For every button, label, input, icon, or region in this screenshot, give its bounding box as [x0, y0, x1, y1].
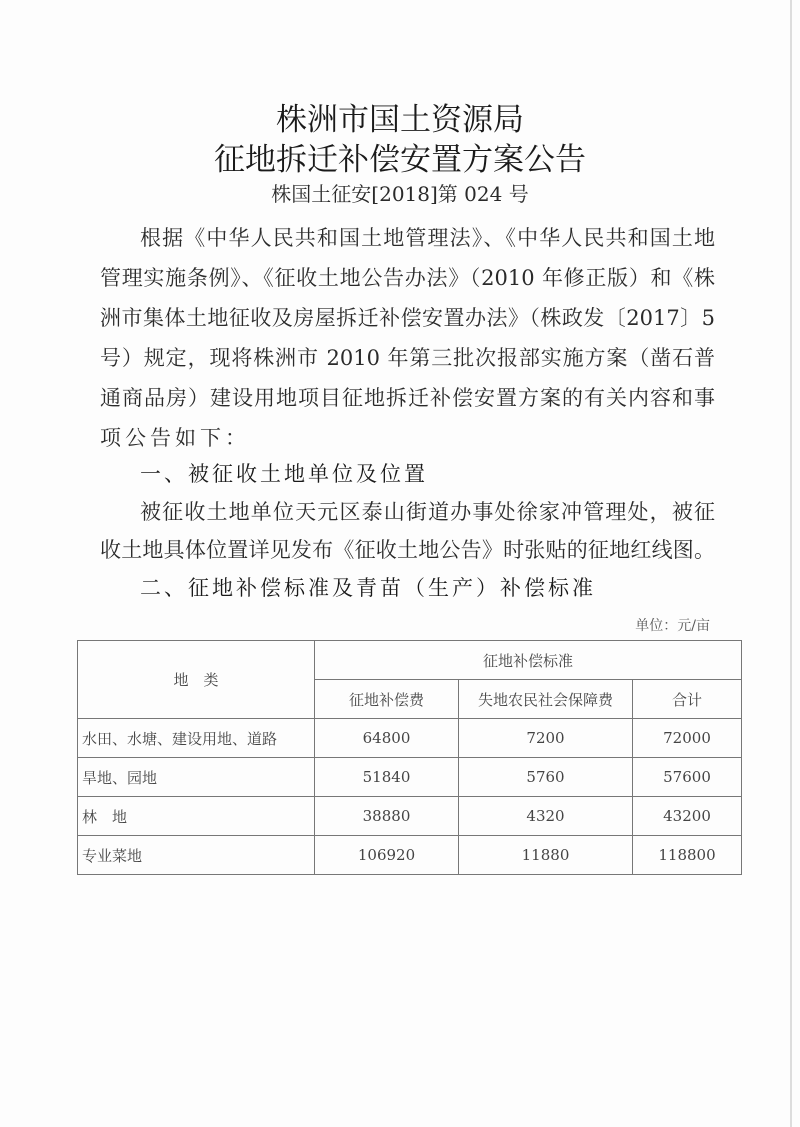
cell: 水田、水塘、建设用地、道路: [78, 719, 315, 758]
cell: 5760: [459, 758, 633, 797]
table-row: [78, 797, 742, 836]
cell: 72000: [633, 719, 742, 758]
cell: 专业菜地: [78, 836, 315, 875]
para2-line: 收土地具体位置详见发布《征收土地公告》时张贴的征地红线图。: [100, 538, 715, 562]
cell: 51840: [315, 758, 459, 797]
compensation-table: [77, 640, 742, 875]
cell: 11880: [459, 836, 633, 875]
header-land-type: 地 类: [78, 641, 315, 719]
para1-line: 管理实施条例》、《征收土地公告办法》（2010 年修正版）和《株: [100, 266, 715, 290]
table-row: [78, 758, 742, 797]
cell: 43200: [633, 797, 742, 836]
header-col: 征地补偿费: [315, 680, 459, 719]
cell: 7200: [459, 719, 633, 758]
table-row: [78, 719, 742, 758]
cell: 旱地、园地: [78, 758, 315, 797]
title-line-1: 株洲市国土资源局: [276, 102, 524, 138]
unit-label: 单位：元/亩: [635, 618, 710, 634]
header-col: 合计: [633, 680, 742, 719]
para1-line: 项公告如下：: [100, 426, 250, 450]
cell: 4320: [459, 797, 633, 836]
cell: 57600: [633, 758, 742, 797]
document-number: 株国土征安[2018]第 024 号: [271, 182, 529, 206]
cell: 64800: [315, 719, 459, 758]
para1-line: 通商品房）建设用地项目征地拆迁补偿安置方案的有关内容和事: [100, 386, 715, 410]
cell: 106920: [315, 836, 459, 875]
section-heading-1: 一、被征收土地单位及位置: [140, 462, 428, 486]
cell: 118800: [633, 836, 742, 875]
cell: 林 地: [78, 797, 315, 836]
para1-line: 洲市集体土地征收及房屋拆迁补偿安置办法》（株政发〔2017〕5: [100, 306, 715, 330]
header-group: 征地补偿标准: [315, 641, 742, 680]
para1-line: 号）规定，现将株洲市 2010 年第三批次报部实施方案（凿石普: [100, 346, 715, 370]
section-heading-2: 二、征地补偿标准及青苗（生产）补偿标准: [140, 576, 596, 600]
table-row: [78, 836, 742, 875]
para2-line: 被征收土地单位天元区泰山街道办事处徐家冲管理处，被征: [140, 500, 715, 524]
para1-line: 根据《中华人民共和国土地管理法》、《中华人民共和国土地: [140, 226, 715, 250]
header-col: 失地农民社会保障费: [459, 680, 633, 719]
cell: 38880: [315, 797, 459, 836]
title-line-2: 征地拆迁补偿安置方案公告: [214, 142, 586, 178]
